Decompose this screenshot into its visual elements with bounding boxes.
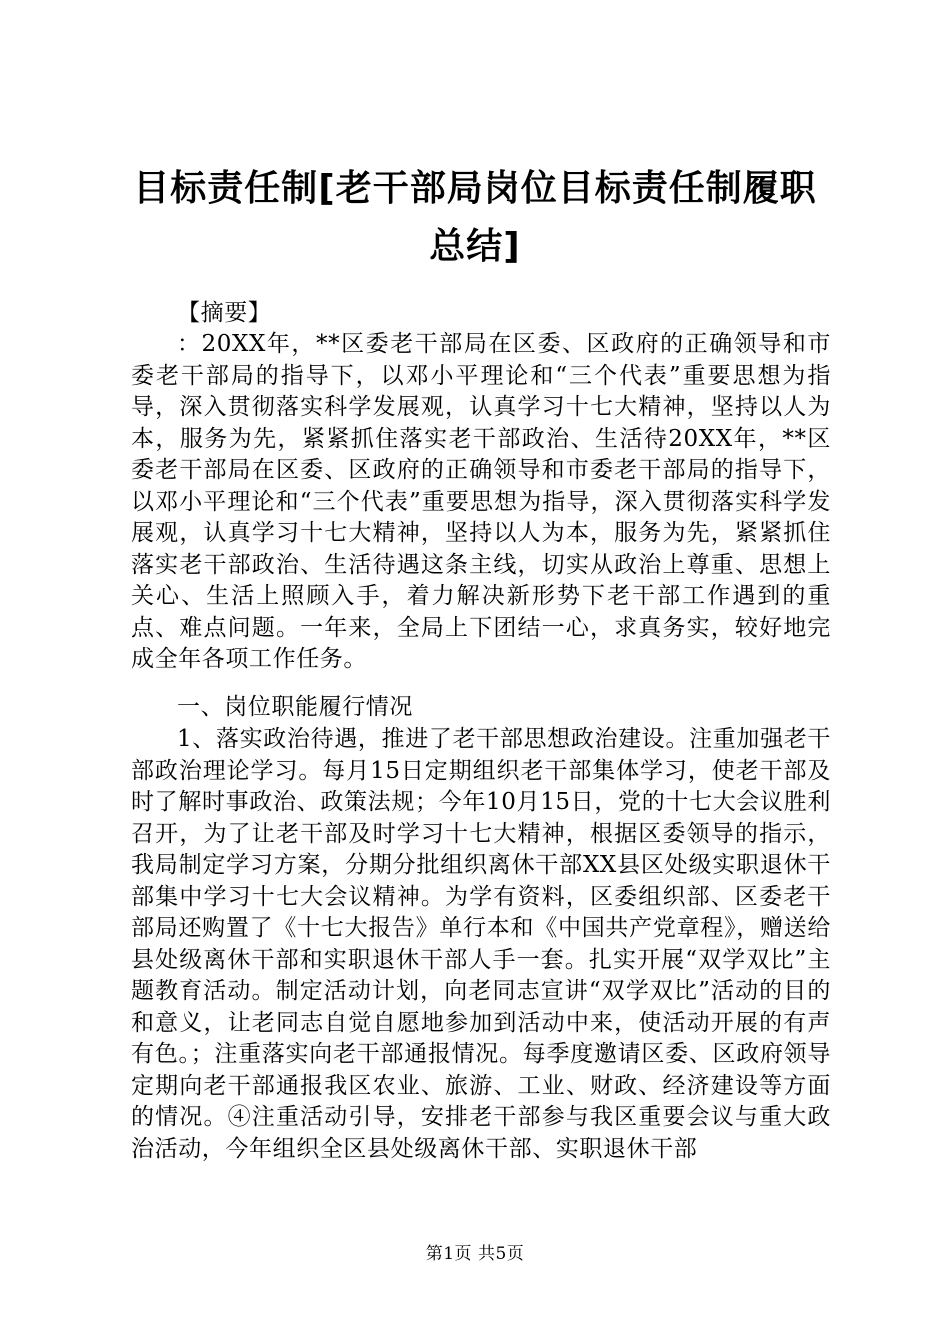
abstract-label: 【摘要】: [177, 300, 272, 326]
document-title: 目标责任制[老干部局岗位目标责任制履职总结]: [133, 168, 817, 267]
page-footer: 第1页 共5页: [425, 1244, 525, 1264]
section-heading: 一、岗位职能履行情况: [177, 694, 413, 720]
section-paragraph: 1、落实政治待遇，推进了老干部思想政治建设。注重加强老干部政治理论学习。每月15日定期组织老干部集体学习，使老干部及时了解时事政治、政策法规；今年10月15日，党的十七大会议胜利召开，为了让老干部及时学习十七大精神，根据区委领导的指示，我局制定学习方案，分期分批组织离休干部XX县区处级实职退休干部集中学习十七大会议精神。为学有资料，区委组织部、区委老干部局还购置了《十七大报告》单行本和《中国共产党章程》，赠送给县处级离休干部和实职退休干部人手一套。扎实开展“双学双比”主题教育活动。制定活动计划，向老同志宣讲“双学双比”活动的目的和意义，让老同志自觉自愿地参加到活动中来，使活动开展的有声有色。；注重落实向老干部通报情况。每季度邀请区委、区政府领导定期向老干部通报我区农业、旅游、工业、财政、经济建设等方面的情况。④注重活动引导，安排老干部参与我区重要会议与重大政治活动，今年组织全区县处级离休干部、实职退休干部: [131, 726, 831, 1162]
abstract-paragraph: ：20XX年，**区委老干部局在区委、区政府的正确领导和市委老干部局的指导下，以邓小平理论和“三个代表”重要思想为指导，深入贯彻落实科学发展观，认真学习十七大精神，坚持以人为本，服务为先，紧紧抓住落实老干部政治、生活待20XX年，**区委老干部局在区委、区政府的正确领导和市委老干部局的指导下，以邓小平理论和“三个代表”重要思想为指导，深入贯彻落实科学发展观，认真学习十七大精神，坚持以人为本，服务为先，紧紧抓住落实老干部政治、生活待遇这条主线，切实从政治上尊重、思想上关心、生活上照顾入手，着力解决新形势下老干部工作遇到的重点、难点问题。一年来，全局上下团结一心，求真务实，较好地完成全年各项工作任务。: [131, 331, 831, 672]
